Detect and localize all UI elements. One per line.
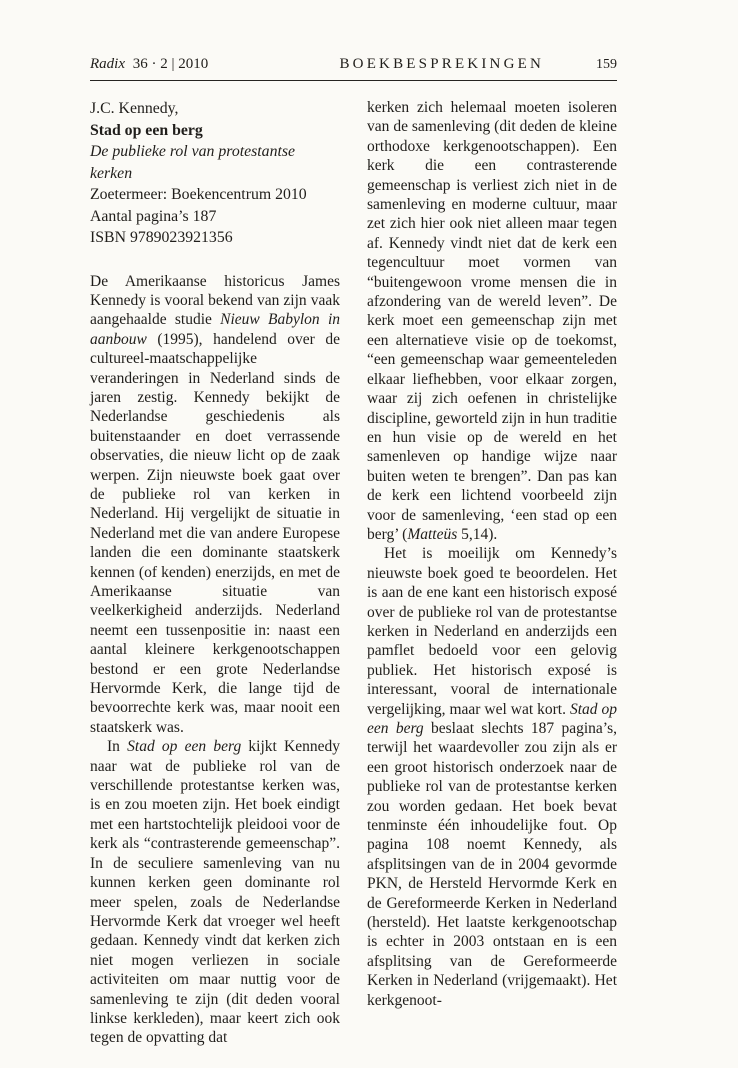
review-body: [90, 98, 617, 1048]
review-paragraph-2: In Stad op een berg kijkt Kennedy naar wat de publieke rol van de verschillende protestantse kerken was, is en zou moeten zijn. Het boek eindigt met een hartstochtelijk pleidooi voor de kerk als “contrasterende gemeenschap”. In de seculiere samenleving van nu kunnen kerken geen dominante rol meer spelen, zoals de Nederlandse Hervormde Kerk dat vroeger wel heeft gedaan. Kennedy vindt dat kerken zich niet mogen verliezen in sociale activiteiten om maar nuttig voor de samenleving te zijn (dit deden vooral linkse kerkleden), maar keert zich ook tegen de opvatting dat: [90, 738, 341, 1047]
journal-name: Radix: [90, 56, 125, 72]
journal-reference: [90, 56, 208, 73]
left-column: [90, 98, 340, 1048]
review-paragraph-2-continued: kerken zich helemaal moeten isoleren van de samenleving (dit deden de kleine orthodoxe kerkgenootschappen). Een kerk die een contrasterende gemeenschap is verliest zich niet in de samenleving en moderne cultuur, maar zet zich hier ook niet alleen maar tegen af. Kennedy vindt niet dat de kerk een tegencultuur moet vormen van “buitengewoon vrome mensen die in afzondering van de wereld leven”. De kerk moet een gemeenschap zijn met een alternatieve visie op de toekomst, “een gemeenschap waar gemeenteleden elkaar liefhebben, voor elkaar zorgen, waar zij zich oefenen in christelijke discipline, geworteld zijn in hun traditie en hun visie op de wereld en het samenleven op handige wijze naar buiten weten te brengen”. Dan pas kan de kerk een lichtend voorbeeld zijn voor de samenleving, ‘een stad op een berg’ (Matteüs 5,14).: [367, 99, 617, 543]
right-column: [367, 98, 617, 1048]
book-page-count: Aantal pagina’s 187: [90, 207, 217, 225]
page-number: 159: [596, 57, 617, 72]
review-paragraph-3: Het is moeilijk om Kennedy’s nieuwste boek goed te beoordelen. Het is aan de ene kant een historisch exposé over de publieke rol van de protestantse kerken in Nederland en anderzijds een pamflet bedoeld voor een gelovig publiek. Het historisch exposé is interessant, vooral de internationale vergelijking, maar wel wat kort. Stad op een berg beslaat slechts 187 pagina’s, terwijl het waardevoller zou zijn als er een groot historisch onderzoek naar de publieke rol van de protestantse kerken zou worden gedaan. Het boek bevat tenminste één inhoudelijke fout. Op pagina 108 noemt Kennedy, als afsplitsingen van de in 2004 gevormde PKN, de Hersteld Hervormde Kerk en de Gereformeerde Kerken in Nederland (hersteld). Het laatste kerkgenootschap is echter in 2003 ontstaan en is een afsplitsing van de Gereformeerde Kerken in Nederland (vrijgemaakt). Het kerkgenoot-: [367, 545, 618, 1009]
book-author: J.C. Kennedy,: [90, 100, 179, 117]
page-header: [90, 56, 617, 73]
header-rule: [90, 80, 617, 81]
section-title: BOEKBESPREKINGEN: [339, 56, 544, 72]
header-right-group: [339, 56, 617, 73]
book-isbn: ISBN 9789023921356: [90, 229, 233, 246]
book-title: Stad op een berg: [90, 121, 203, 139]
review-paragraph-1: De Amerikaanse historicus James Kennedy is vooral bekend van zijn vaak aangehaalde studie Nieuw Babylon in aanbouw (1995), handelend over de cultureel-maatschappelijke veranderingen in Nederland sinds de jaren zestig. Kennedy bekijkt de Nederlandse geschiedenis als buitenstaander en doet verrassende observaties, die nieuw licht op de zaak werpen. Zijn nieuwste boek gaat over de publieke rol van kerken in Nederland. Hij vergelijkt de situatie in Nederland met die van andere Europese landen die een dominante staatskerk kennen (of kenden) enerzijds, en met de Amerikaanse situatie van veelkerkigheid anderzijds. Nederland neemt een tussenpositie in: naast een aantal kleinere kerkgenootschappen bestond er een grote Nederlandse Hervormde Kerk, die lange tijd de bevoorrechte kerk was, maar nooit een staatskerk was.: [90, 272, 340, 736]
book-subtitle: De publieke rol van protestantse kerken: [90, 143, 296, 182]
book-info: [90, 98, 340, 249]
book-publisher: Zoetermeer: Boekencentrum 2010: [90, 186, 307, 203]
journal-issue: 36 · 2 | 2010: [132, 56, 209, 72]
